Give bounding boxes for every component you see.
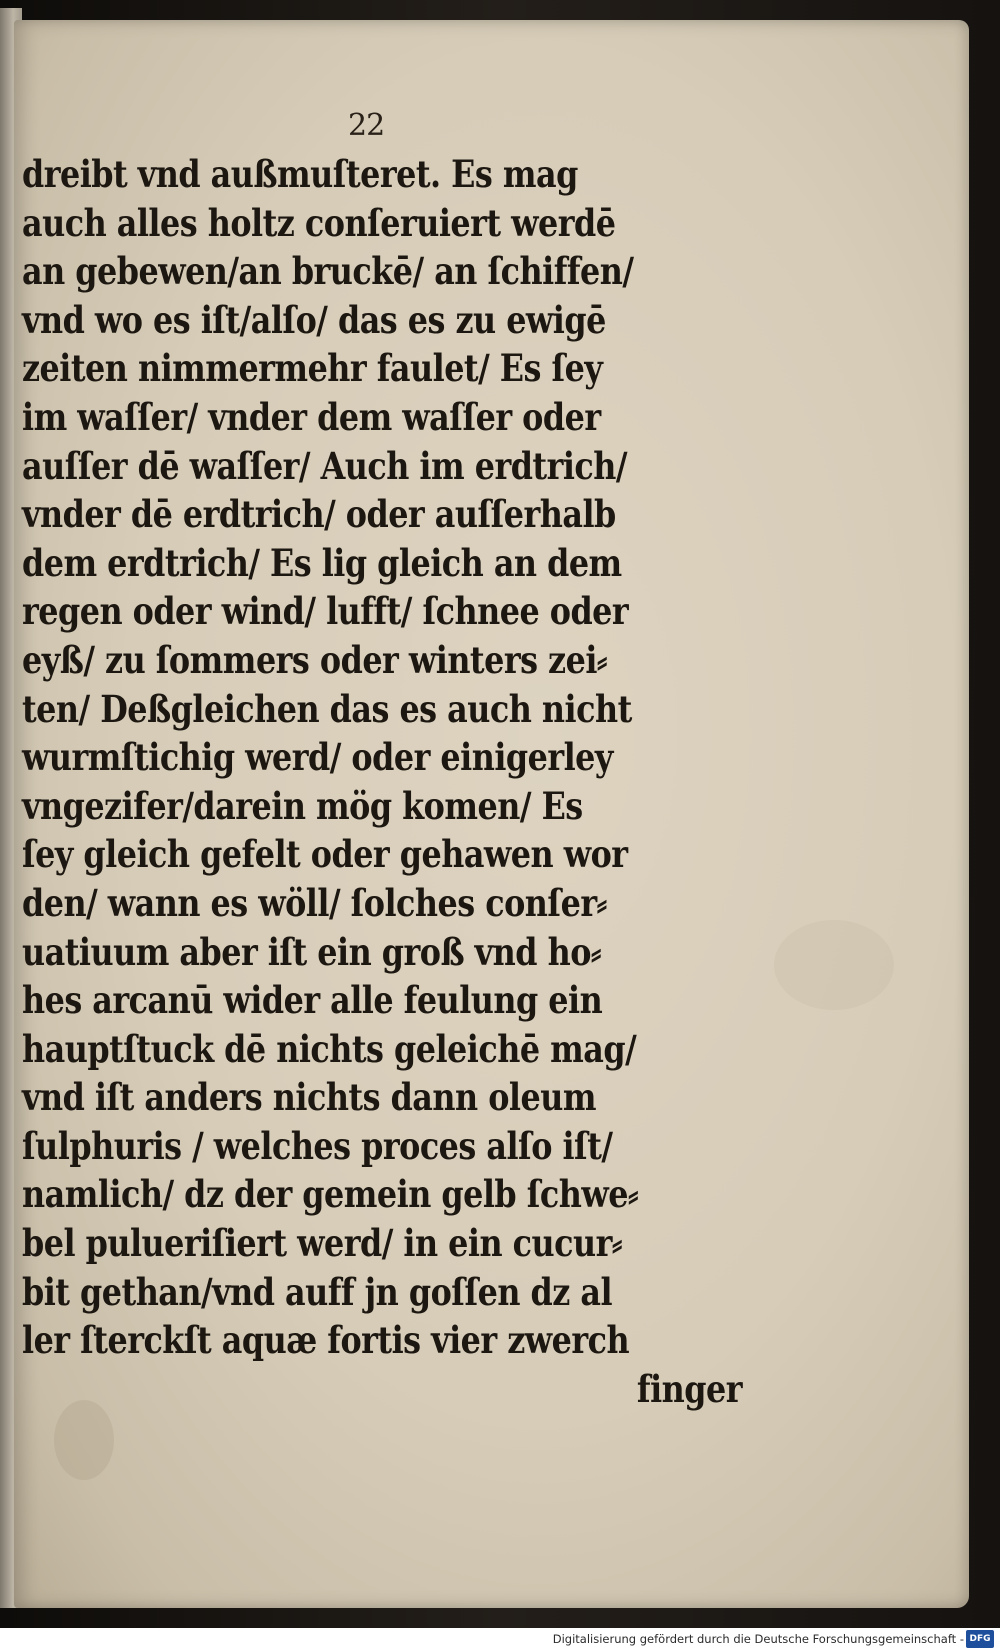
text-line: an gebewen/an bruckē/ an ſchiffen/ [22, 249, 634, 294]
catchword: finger [636, 1366, 742, 1411]
dfg-logo: DFG [966, 1630, 994, 1648]
text-line: ler ſterckſt aquæ fortis vier zwerch [22, 1318, 630, 1363]
text-line: auch alles holtz conſeruiert werdē [22, 200, 616, 245]
text-line: dem erdtrich/ Es lig gleich an dem [22, 540, 622, 585]
text-line: vngezifer/darein mög komen/ Es [22, 783, 583, 828]
page-number: 22 [348, 108, 385, 143]
text-line: eyß/ zu ſommers oder winters zei⸗ [22, 637, 608, 682]
text-line: vnd iſt anders nichts dann oleum [22, 1075, 596, 1120]
text-line: dreibt vnd außmuſteret. Es mag [22, 152, 578, 196]
text-line: vnd wo es iſt/alſo/ das es zu ewigē [22, 297, 606, 342]
text-line: bit gethan/vnd auff jn goſſen dz al [22, 1269, 613, 1314]
text-line: vnder dē erdtrich/ oder auſſerhalb [22, 492, 616, 537]
text-line: regen oder wind/ lufft/ ſchnee oder [22, 589, 629, 634]
text-line: ſulphuris / welches proces alſo iſt/ [22, 1123, 613, 1168]
text-line: im waſſer/ vnder dem waſſer oder [22, 394, 601, 439]
text-line: den/ wann es wöll/ ſolches conſer⸗ [22, 880, 607, 925]
text-line: uatiuum aber iſt ein groß vnd ho⸗ [22, 929, 601, 974]
text-line: namlich/ dz der gemein gelb ſchwe⸗ [22, 1172, 639, 1217]
text-line: wurmſtichig werd/ oder einigerley [22, 735, 613, 780]
text-line: hes arcanū wider alle feulung ein [22, 978, 603, 1023]
text-line: zeiten nimmermehr faulet/ Es ſey [22, 346, 603, 391]
text-line: ten/ Deßgleichen das es auch nicht [22, 686, 632, 731]
paper-stain [774, 920, 894, 1010]
footer-credit: Digitalisierung gefördert durch die Deutsche Forschungsgemeinschaft - [552, 1632, 964, 1646]
text-line: hauptſtuck dē nichts geleichē mag/ [22, 1026, 637, 1071]
text-line: auſſer dē waſſer/ Auch im erdtrich/ [22, 443, 628, 488]
text-block [22, 150, 742, 1413]
text-line: ſey gleich gefelt oder gehawen wor [22, 832, 628, 877]
text-line: bel pulueriſiert werd/ in ein cucur⸗ [22, 1221, 622, 1266]
